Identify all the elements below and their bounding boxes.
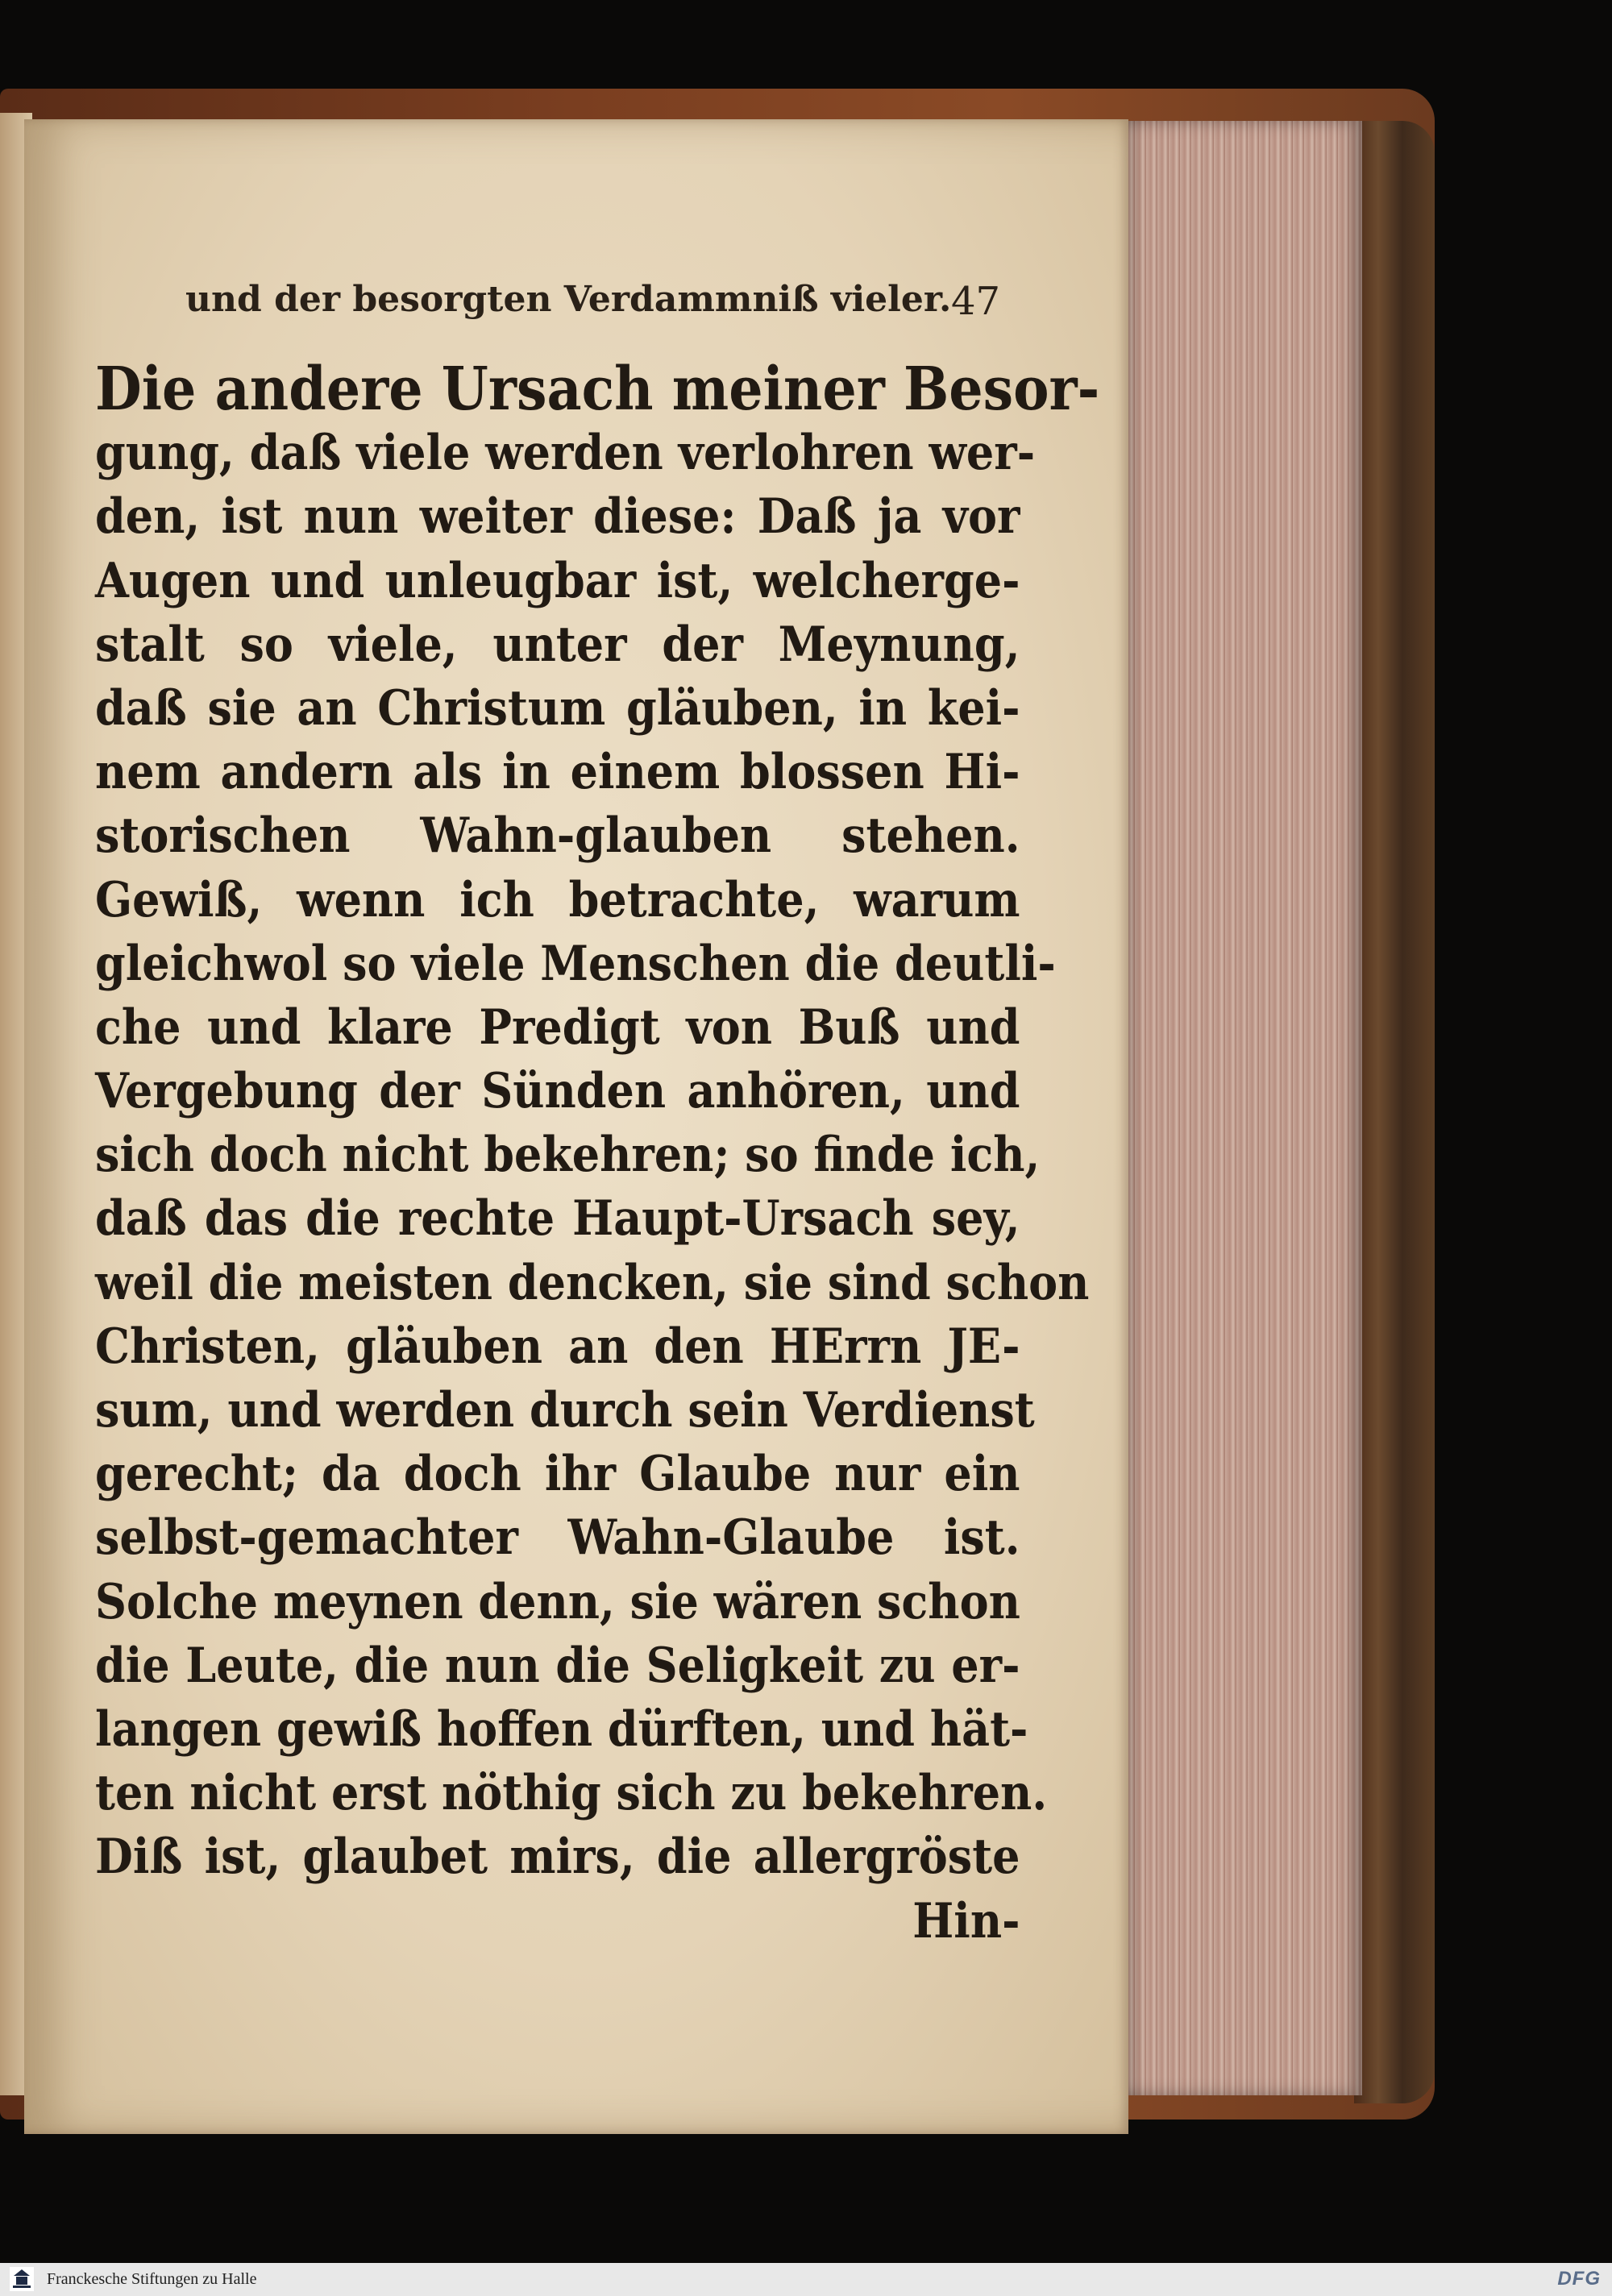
text-line: stalt so viele, unter der Meynung, <box>95 616 1020 673</box>
dfg-logo: DFG <box>1557 2268 1601 2290</box>
text-line: Augen und unleugbar ist, welcherge- <box>95 552 1020 609</box>
text-line: sich doch nicht bekehren; so finde ich, <box>95 1127 1041 1184</box>
text-line: sum, und werden durch sein Verdienst <box>95 1382 1035 1439</box>
text-line: ten nicht erst nöthig sich zu bekehren. <box>95 1765 1048 1822</box>
text-line: Solche meynen denn, sie wären schon <box>95 1573 1020 1630</box>
text-line: Die andere Ursach meiner Besor- <box>95 355 1100 424</box>
text-line: gung, daß viele werden verlohren wer- <box>95 425 1036 482</box>
text-line: nem andern als in einem blossen Hi- <box>95 744 1020 801</box>
text-line: den, ist nun weiter diese: Daß ja vor <box>95 488 1020 546</box>
text-line: langen gewiß hoffen dürften, und hät- <box>95 1700 1028 1758</box>
book-binding-edge <box>1354 121 1435 2103</box>
text-line: che und klare Predigt von Buß und <box>95 999 1020 1056</box>
text-line: Diß ist, glaubet mirs, die allergröste <box>95 1829 1020 1886</box>
book-page <box>24 119 1128 2134</box>
text-line: Christen, gläuben an den HErrn JE- <box>95 1318 1020 1375</box>
institution-name: Franckesche Stiftungen zu Halle <box>47 2270 257 2288</box>
text-line: Gewiß, wenn ich betrachte, warum <box>95 871 1020 928</box>
text-line: die Leute, die nun die Seligkeit zu er- <box>95 1637 1020 1694</box>
text-line: gerecht; da doch ihr Glaube nur ein <box>95 1446 1020 1503</box>
page-fore-edge <box>1112 121 1362 2095</box>
text-line: daß sie an Christum gläuben, in kei- <box>95 679 1020 737</box>
text-line: Vergebung der Sünden anhören, und <box>95 1063 1020 1120</box>
body-text <box>95 355 1100 1953</box>
text-line: daß das die rechte Haupt-Ursach sey, <box>95 1190 1020 1248</box>
catchword: Hin- <box>912 1892 1020 1949</box>
institution-logo-icon <box>5 2266 39 2292</box>
text-line: selbst-gemachter Wahn-Glaube ist. <box>95 1509 1020 1567</box>
text-line: storischen Wahn-glauben stehen. <box>95 808 1020 865</box>
text-line: gleichwol so viele Menschen die deutli- <box>95 935 1056 992</box>
running-head: und der besorgten Verdammniß vieler. <box>185 279 952 320</box>
text-line: weil die meisten dencken, sie sind schon <box>95 1254 1090 1311</box>
page-number: 47 <box>951 279 1001 324</box>
viewer-footer <box>0 2263 1612 2296</box>
